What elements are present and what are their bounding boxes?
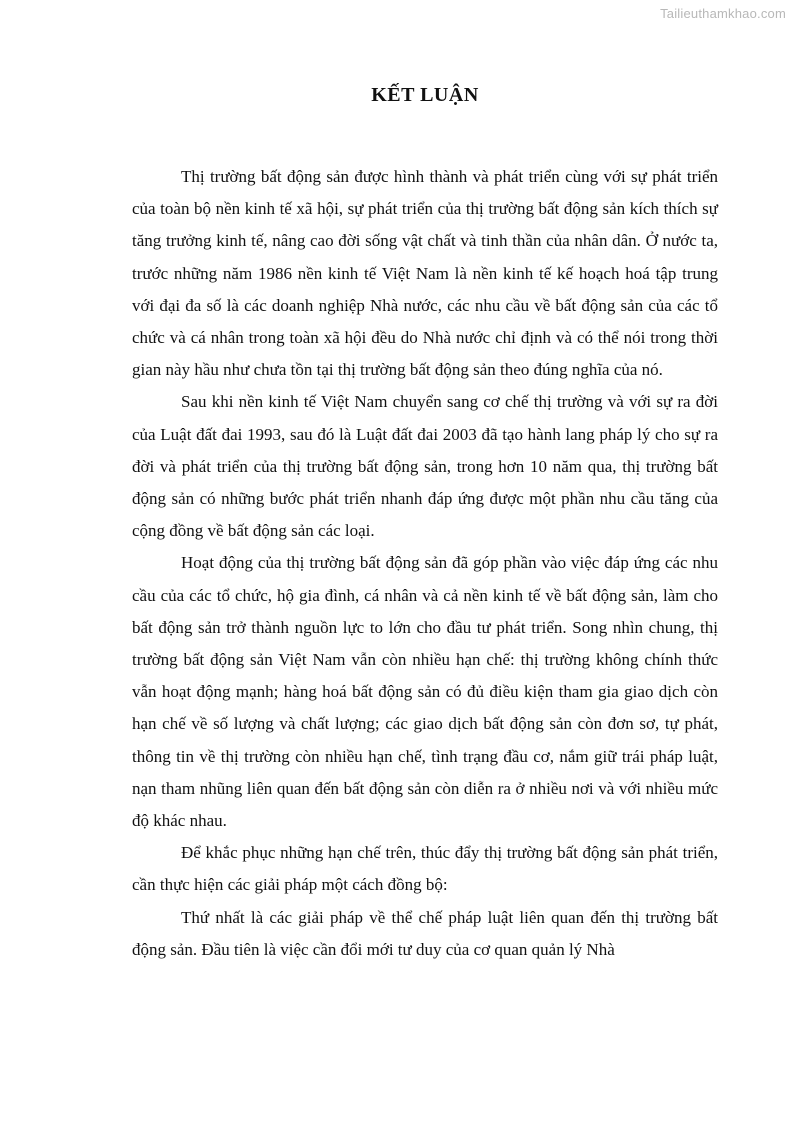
paragraph-5: Thứ nhất là các giải pháp về thể chế pháp luật liên quan đến thị trường bất động sản. Đầu tiên là việc cần đổi mới tư duy của cơ quan quản lý Nhà xyxy=(132,907,718,959)
page-title: KẾT LUẬN xyxy=(371,84,479,106)
paragraph-4: Để khắc phục những hạn chế trên, thúc đẩy thị trường bất động sản phát triển, cần thực hiện các giải pháp một cách đồng bộ: xyxy=(132,843,718,895)
document-page xyxy=(132,84,718,966)
paragraph-3: Hoạt động của thị trường bất động sản đã góp phần vào việc đáp ứng các nhu cầu của các tổ chức, hộ gia đình, cá nhân và cả nền kinh tế về bất động sản, làm cho bất động sản trở thành nguồn lực to lớn cho đầu tư phát triển. Song nhìn chung, thị trường bất động sản Việt Nam vẫn còn nhiều hạn chế: thị trường không chính thức vẫn hoạt động mạnh; hàng hoá bất động sản có đủ điều kiện tham gia giao dịch còn hạn chế về số lượng và chất lượng; các giao dịch bất động sản còn đơn sơ, tự phát, thông tin về thị trường còn nhiều hạn chế, tình trạng đầu cơ, nắm giữ trái pháp luật, nạn tham nhũng liên quan đến bất động sản còn diễn ra ở nhiều nơi và với nhiều mức độ khác nhau. xyxy=(132,553,718,831)
paragraph-1: Thị trường bất động sản được hình thành và phát triển cùng với sự phát triển của toàn bộ nền kinh tế xã hội, sự phát triển của thị trường bất động sản kích thích sự tăng trưởng kinh tế, nâng cao đời sống vật chất và tinh thần của nhân dân. Ở nước ta, trước những năm 1986 nền kinh tế Việt Nam là nền kinh tế kế hoạch hoá tập trung với đại đa số là các doanh nghiệp Nhà nước, các nhu cầu về bất động sản của các tổ chức và cá nhân trong toàn xã hội đều do Nhà nước chỉ định và có thể nói trong thời gian này hầu như chưa tồn tại thị trường bất động sản theo đúng nghĩa của nó. xyxy=(132,167,718,380)
site-watermark: Tailieuthamkhao.com xyxy=(660,6,786,21)
paragraph-2: Sau khi nền kinh tế Việt Nam chuyển sang cơ chế thị trường và với sự ra đời của Luật đất đai 1993, sau đó là Luật đất đai 2003 đã tạo hành lang pháp lý cho sự ra đời và phát triển của thị trường bất động sản, trong hơn 10 năm qua, thị trường bất động sản có những bước phát triển nhanh đáp ứng được một phần nhu cầu tăng của cộng đồng về bất động sản các loại. xyxy=(132,392,718,541)
